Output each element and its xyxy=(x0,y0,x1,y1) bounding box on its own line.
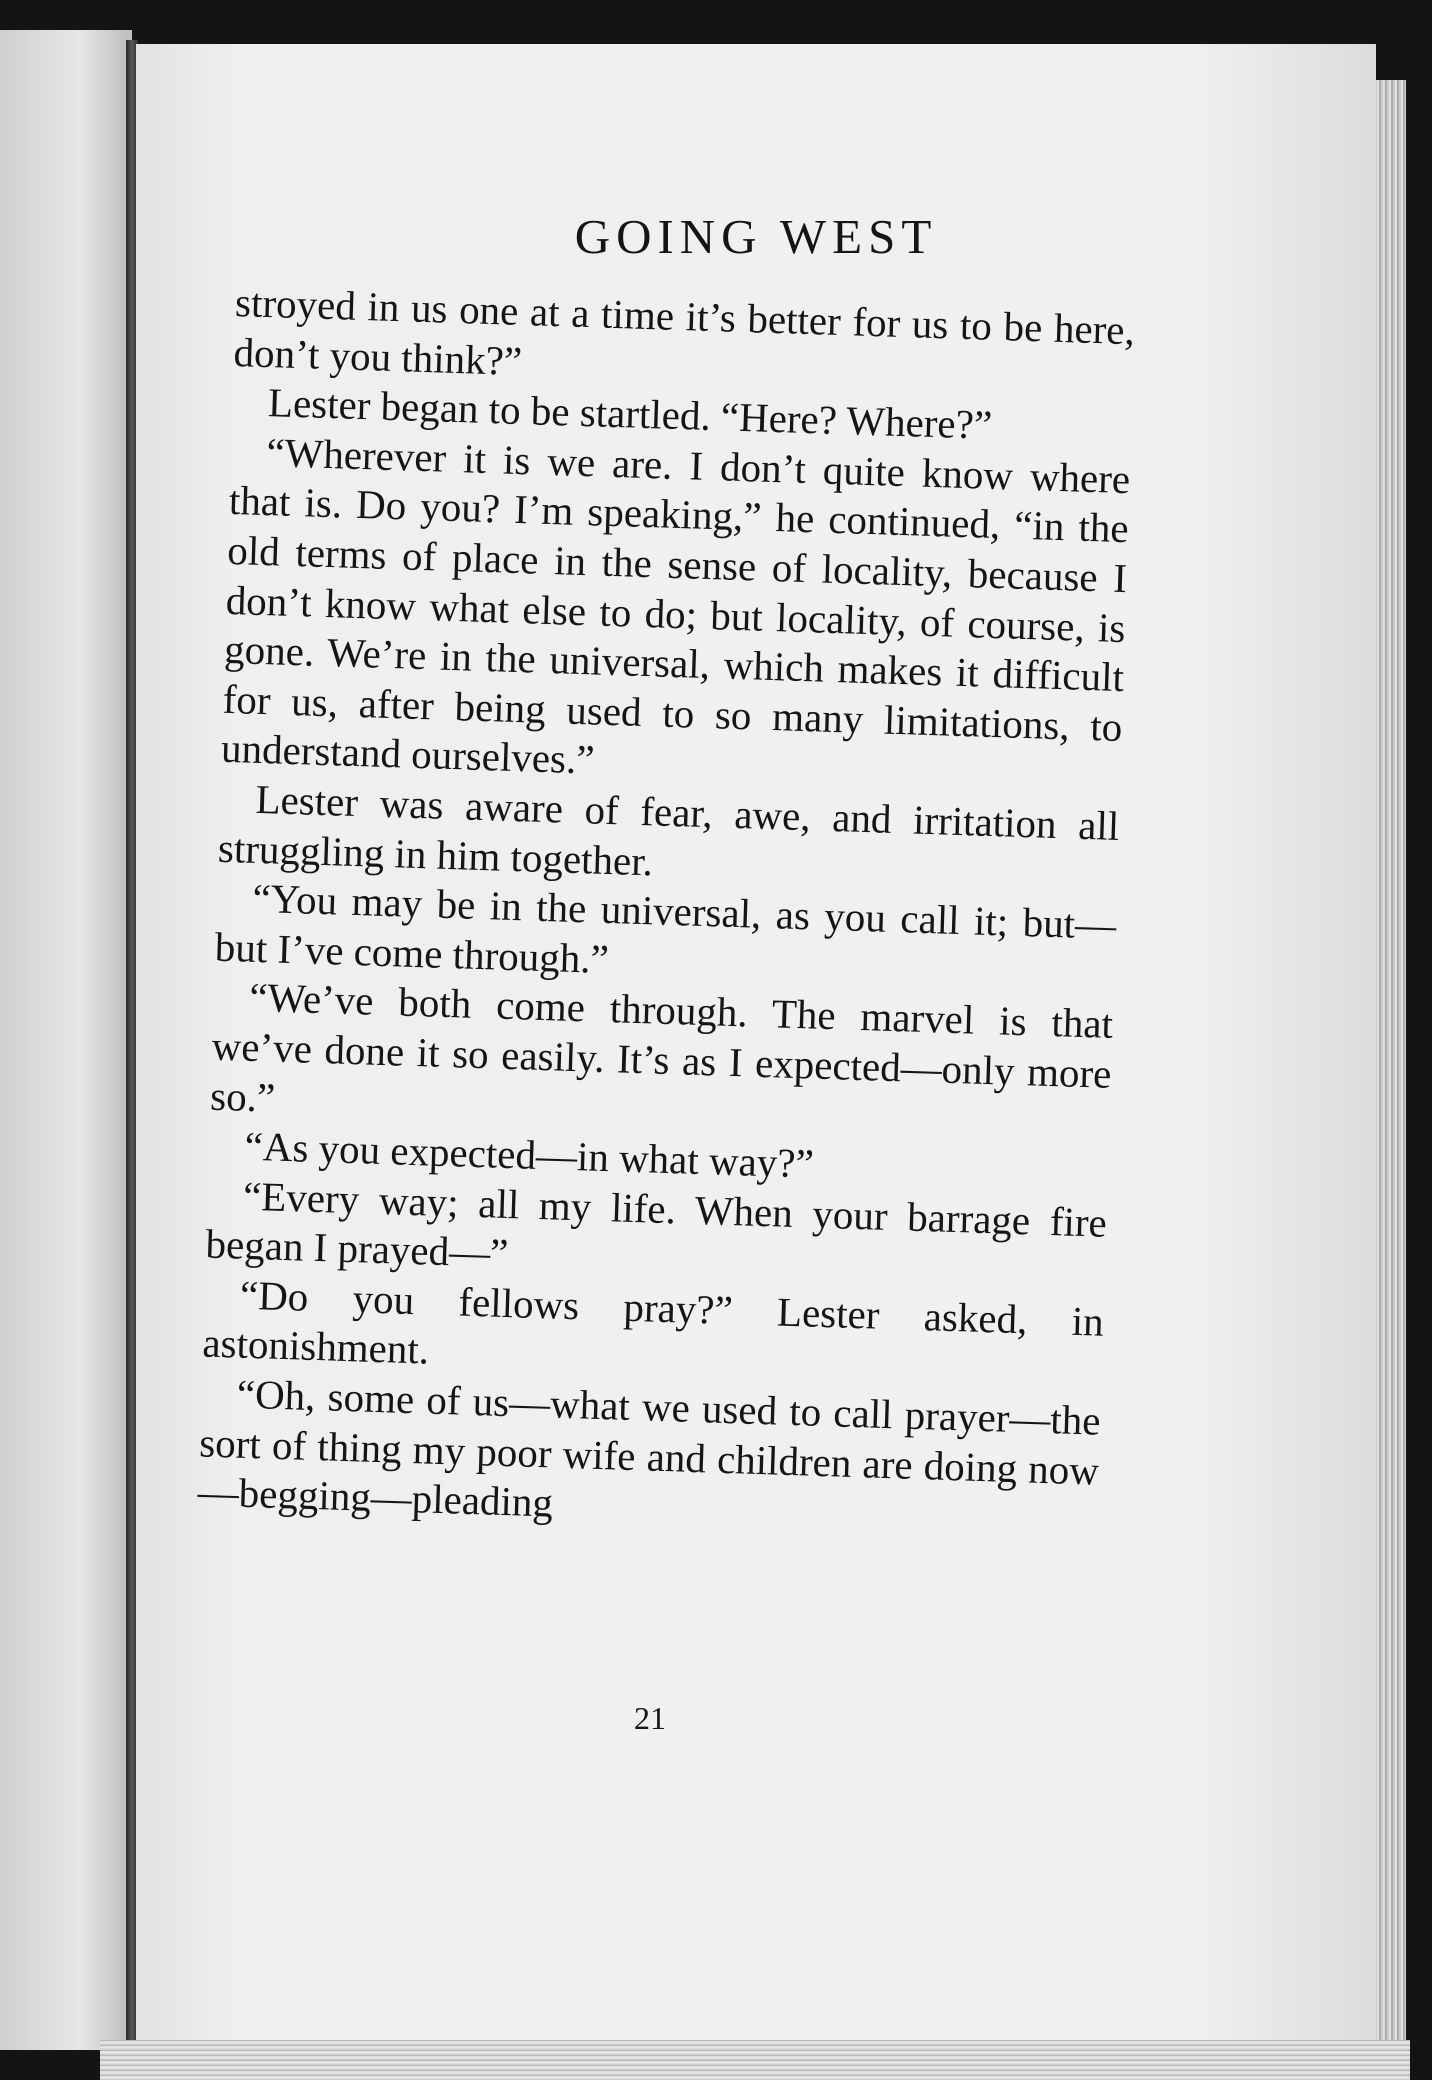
facing-page-edge xyxy=(0,30,132,2050)
paragraph: “Oh, some of us—what we used to call prayer—the sort of thing my poor wife and children are doing now—begging—pleading xyxy=(197,1370,1102,1526)
paragraph: “Every way; all my life. When your barrage fire began I prayed—” xyxy=(204,1172,1108,1277)
paragraph: Lester began to be startled. “Here? Where?” xyxy=(267,379,993,448)
running-head: GOING WEST xyxy=(574,209,938,264)
page-number: 21 xyxy=(634,1700,666,1736)
paragraph: “Do you fellows pray?” Lester asked, in astonishment. xyxy=(201,1271,1105,1374)
paragraph: “Wherever it is we are. I don’t quite know where that is. Do you? I’m speaking,” he continued, “in the old terms of place in the sense of locality, because I don’t know what else to do; but locality, of course, is gone. We’re in the universal, which makes it difficult for us, after being used to so many limitations, to understand ourselves.” xyxy=(220,428,1131,783)
paragraph: stroyed in us one at a time it’s better for us to be here, don’t you think?” xyxy=(232,278,1136,384)
paragraph: “We’ve both come through. The marvel is that we’ve done it so easily. It’s as I expected—only more so.” xyxy=(209,974,1114,1121)
paragraph: “As you expected—in what way?” xyxy=(244,1122,815,1187)
paragraph: “You may be in the universal, as you call it; but—but I’ve come through.” xyxy=(214,874,1117,982)
page-bottom-edge xyxy=(100,2040,1410,2080)
page-stack-edge xyxy=(1376,80,1406,2040)
paragraph: Lester was aware of fear, awe, and irritation all struggling in him together. xyxy=(217,775,1120,884)
body-text xyxy=(197,278,1136,1546)
